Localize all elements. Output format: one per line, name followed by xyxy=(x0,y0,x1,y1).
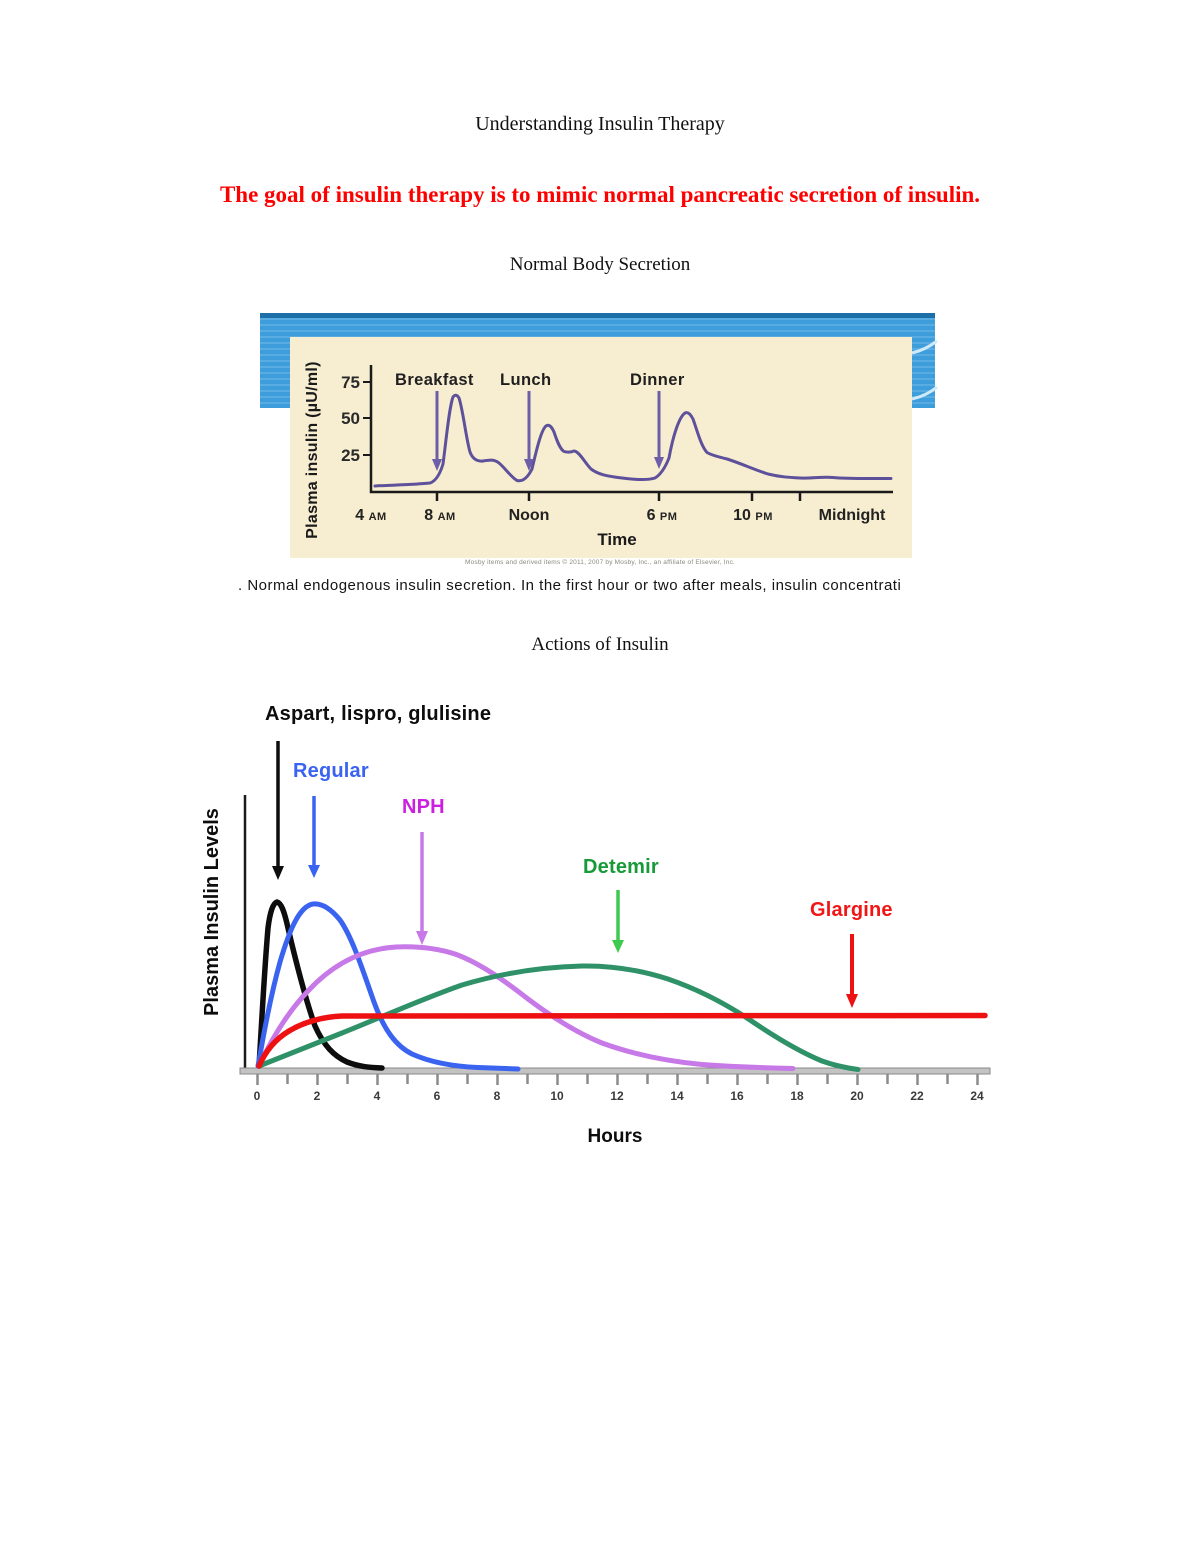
section2-title: Actions of Insulin xyxy=(531,634,669,655)
figure-copyright: Mosby items and derived items © 2011, 2007 by Mosby, Inc., an affiliate of Elsevier, Inc. xyxy=(464,559,736,566)
chart1-xlabel-6pm xyxy=(617,507,707,525)
chart2-xtick-8: 8 xyxy=(493,1089,501,1103)
goal-heading: The goal of insulin therapy is to mimic normal pancreatic secretion of insulin. xyxy=(219,182,981,207)
chart1-xlabel-noon xyxy=(484,507,574,525)
regular-arrowhead-icon xyxy=(308,865,320,878)
chart2-xtick-16: 16 xyxy=(730,1089,744,1103)
chart1-x-axis-title: Time xyxy=(597,530,637,549)
chart1-insulin-curve xyxy=(375,395,891,486)
chart1-xlabel-midnight xyxy=(807,507,897,525)
nph-arrowhead-icon xyxy=(416,931,428,945)
chart1-ytick-label-50: 50 xyxy=(341,409,360,428)
chart2-xtick-4: 4 xyxy=(373,1089,381,1103)
xlabel-main: 10 xyxy=(733,507,756,524)
banner-swoosh-icon xyxy=(912,387,937,399)
chart2-xtick-0: 0 xyxy=(253,1089,261,1103)
chart1-y-axis-label: Plasma insulin (µU/ml) xyxy=(304,361,321,539)
chart1-ytick-label-25: 25 xyxy=(341,446,360,465)
glargine-arrowhead-icon xyxy=(846,994,858,1008)
glargine-series-label: Glargine xyxy=(810,899,893,921)
xlabel-suffix: AM xyxy=(437,511,456,523)
chart1-ytick-label-75: 75 xyxy=(341,373,360,392)
aspart-arrowhead-icon xyxy=(272,866,284,880)
regular-series-label: Regular xyxy=(293,760,369,782)
curve-nph xyxy=(259,947,793,1069)
nph-series-label: NPH xyxy=(402,796,445,818)
chart2-xtick-2: 2 xyxy=(313,1089,321,1103)
xlabel-main: Midnight xyxy=(818,507,886,524)
chart1-xlabel-10pm xyxy=(708,507,798,525)
chart2-xtick-22: 22 xyxy=(910,1089,924,1103)
page-title: Understanding Insulin Therapy xyxy=(475,113,725,135)
section1-title: Normal Body Secretion xyxy=(509,254,691,275)
chart2-xtick-24: 24 xyxy=(970,1089,984,1103)
chart2-xtick-18: 18 xyxy=(790,1089,804,1103)
dinner-label: Dinner xyxy=(630,371,685,389)
chart2-xtick-12: 12 xyxy=(610,1089,624,1103)
breakfast-label: Breakfast xyxy=(395,371,474,389)
chart1-xlabel-8am xyxy=(395,507,485,525)
chart2-x-ticks xyxy=(258,1074,978,1085)
xlabel-main: Noon xyxy=(508,507,550,524)
xlabel-suffix: PM xyxy=(755,511,773,523)
chart2-xtick-6: 6 xyxy=(433,1089,441,1103)
detemir-series-label: Detemir xyxy=(583,856,659,878)
xlabel-main: 8 xyxy=(424,507,438,524)
lunch-label: Lunch xyxy=(500,371,552,389)
chart2-x-axis xyxy=(240,1068,990,1074)
xlabel-main: 4 xyxy=(355,507,369,524)
dinner-arrowhead-icon xyxy=(654,457,664,469)
chart2-xtick-14: 14 xyxy=(670,1089,684,1103)
chart2-xtick-10: 10 xyxy=(550,1089,564,1103)
chart2-x-axis-title: Hours xyxy=(587,1126,643,1147)
detemir-arrowhead-icon xyxy=(612,940,624,953)
xlabel-main: 6 xyxy=(646,507,660,524)
chart2-y-axis-label: Plasma Insulin Levels xyxy=(201,808,223,1016)
aspart-series-label: Aspart, lispro, glulisine xyxy=(265,703,492,725)
chart2-xtick-20: 20 xyxy=(850,1089,864,1103)
xlabel-suffix: PM xyxy=(659,511,678,523)
curve-regular xyxy=(258,904,518,1069)
figure-caption: . Normal endogenous insulin secretion. In the first hour or two after meals, insulin concentrati xyxy=(238,577,902,594)
banner-swoosh-icon xyxy=(912,341,937,353)
xlabel-suffix: AM xyxy=(368,511,387,523)
